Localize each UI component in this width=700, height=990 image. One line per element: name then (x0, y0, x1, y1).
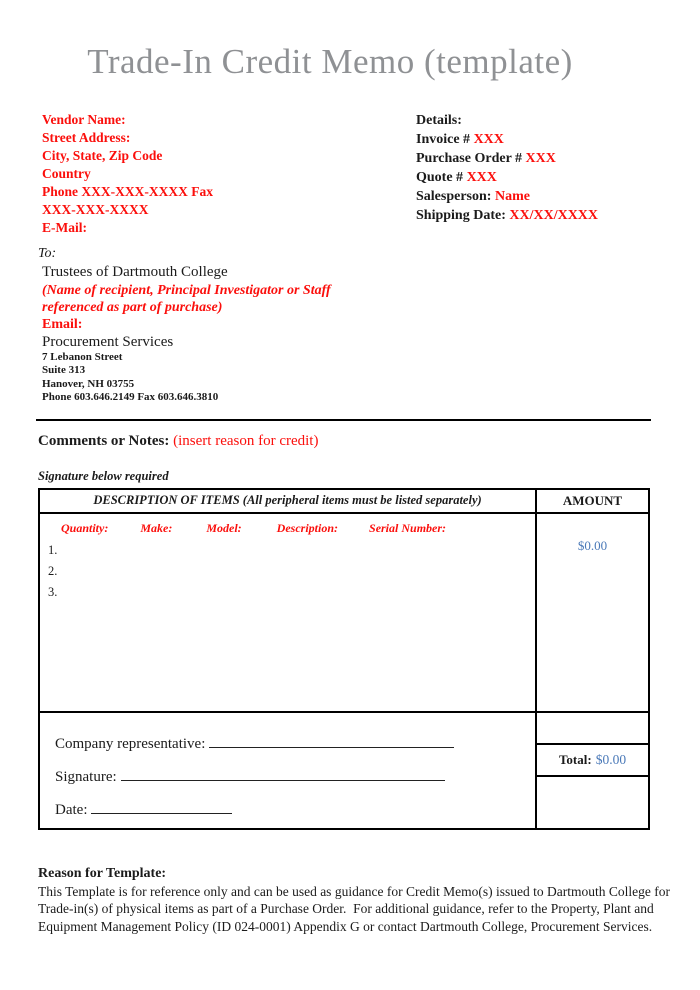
details-row (416, 130, 598, 149)
comments-row (38, 431, 650, 451)
item-number-list (40, 536, 535, 603)
page-title: Trade-In Credit Memo (template) (87, 42, 573, 81)
blank-cell-top (537, 713, 648, 745)
model-label: Model: (206, 520, 242, 535)
signature-label: Signature: (55, 768, 117, 785)
make-label: Make: (140, 520, 173, 535)
signature-line (121, 769, 445, 781)
reason-body: This Template is for reference only and can be used as guidance for Credit Memo(s) issued to Dartmouth College for Trade-in(s) of physical items as part of a Purchase Order. For additional guidance, refer to the Property, Plant and Equipment Management Policy (ID 024-0001) Appendix G or contact Dartmouth College, Procurement Services. (38, 883, 670, 934)
details-label: Purchase Order # (416, 150, 526, 166)
header-info-row (38, 111, 650, 237)
signature-row (55, 769, 535, 786)
description-header-cell: DESCRIPTION OF ITEMS (All peripheral items must be listed separately) (40, 490, 537, 512)
details-row (416, 149, 598, 168)
date-line (91, 802, 232, 814)
item-number: 3. (48, 584, 58, 599)
amount-header-cell: AMOUNT (562, 492, 623, 508)
serial-number-label: Serial Number: (369, 520, 447, 535)
address-line: Suite 313 (42, 364, 86, 377)
details-value: XXX (525, 150, 556, 166)
address-line: Phone 603.646.2149 Fax 603.646.3810 (42, 391, 219, 404)
vendor-line: Country (42, 165, 91, 181)
items-description-cell (40, 514, 537, 711)
details-row (416, 206, 598, 225)
recipient-note: (Name of recipient, Principal Investigator or Staff referenced as part of purchase) (42, 282, 331, 315)
vendor-line: Vendor Name: (42, 111, 126, 127)
items-table (38, 488, 650, 830)
item-number: 1. (48, 542, 58, 557)
vendor-line: E-Mail: (42, 219, 87, 235)
details-label: Invoice # (416, 131, 474, 147)
details-row (416, 187, 598, 206)
details-heading: Details: (416, 112, 462, 128)
date-row (55, 802, 535, 819)
description-label: Description: (276, 520, 339, 535)
email-label: Email: (42, 316, 83, 332)
date-label: Date: (55, 801, 88, 818)
amount-value-cell: $0.00 (577, 537, 608, 553)
vendor-line: Street Address: (42, 129, 131, 145)
signature-required-note: Signature below required (38, 468, 169, 483)
address-line: 7 Lebanon Street (42, 350, 123, 363)
details-block (416, 111, 598, 237)
vendor-line: XXX-XXX-XXXX (42, 201, 149, 217)
total-label: Total: (558, 751, 592, 767)
details-label: Quote # (416, 169, 467, 185)
blank-cell-bottom (537, 777, 648, 828)
details-label: Salesperson: (416, 188, 495, 204)
address-line: Hanover, NH 03755 (42, 377, 135, 390)
recipient-block (38, 245, 650, 405)
department-name: Procurement Services (42, 333, 174, 350)
table-signature-row (40, 711, 648, 828)
signature-cell (40, 713, 537, 828)
item-number: 2. (48, 563, 58, 578)
vendor-line: Phone XXX-XXX-XXXX Fax (42, 183, 213, 199)
reason-heading: Reason for Template: (38, 865, 167, 881)
details-value: XXX (473, 131, 504, 147)
company-representative-line (209, 736, 454, 748)
details-value: XX/XX/XXXX (509, 207, 599, 223)
details-value: Name (494, 188, 530, 204)
vendor-block (38, 111, 368, 237)
company-representative-label: Company representative: (55, 735, 206, 752)
table-items-row (40, 514, 648, 711)
to-label: To: (38, 245, 57, 261)
details-label: Shipping Date: (416, 207, 510, 223)
reason-for-template-section (38, 865, 670, 936)
details-value: XXX (466, 169, 497, 185)
comments-label: Comments or Notes: (38, 432, 174, 449)
comments-value: (insert reason for credit) (173, 432, 319, 449)
company-representative-row (55, 736, 535, 753)
total-column (537, 713, 648, 828)
item-column-labels (40, 514, 535, 536)
details-row (416, 168, 598, 187)
quantity-label: Quantity: (61, 520, 109, 535)
vendor-line: City, State, Zip Code (42, 147, 163, 163)
recipient-name: Trustees of Dartmouth College (42, 263, 228, 280)
section-divider (36, 419, 651, 421)
total-cell (537, 745, 648, 777)
total-value: $0.00 (595, 751, 627, 767)
table-header-row (40, 490, 648, 514)
